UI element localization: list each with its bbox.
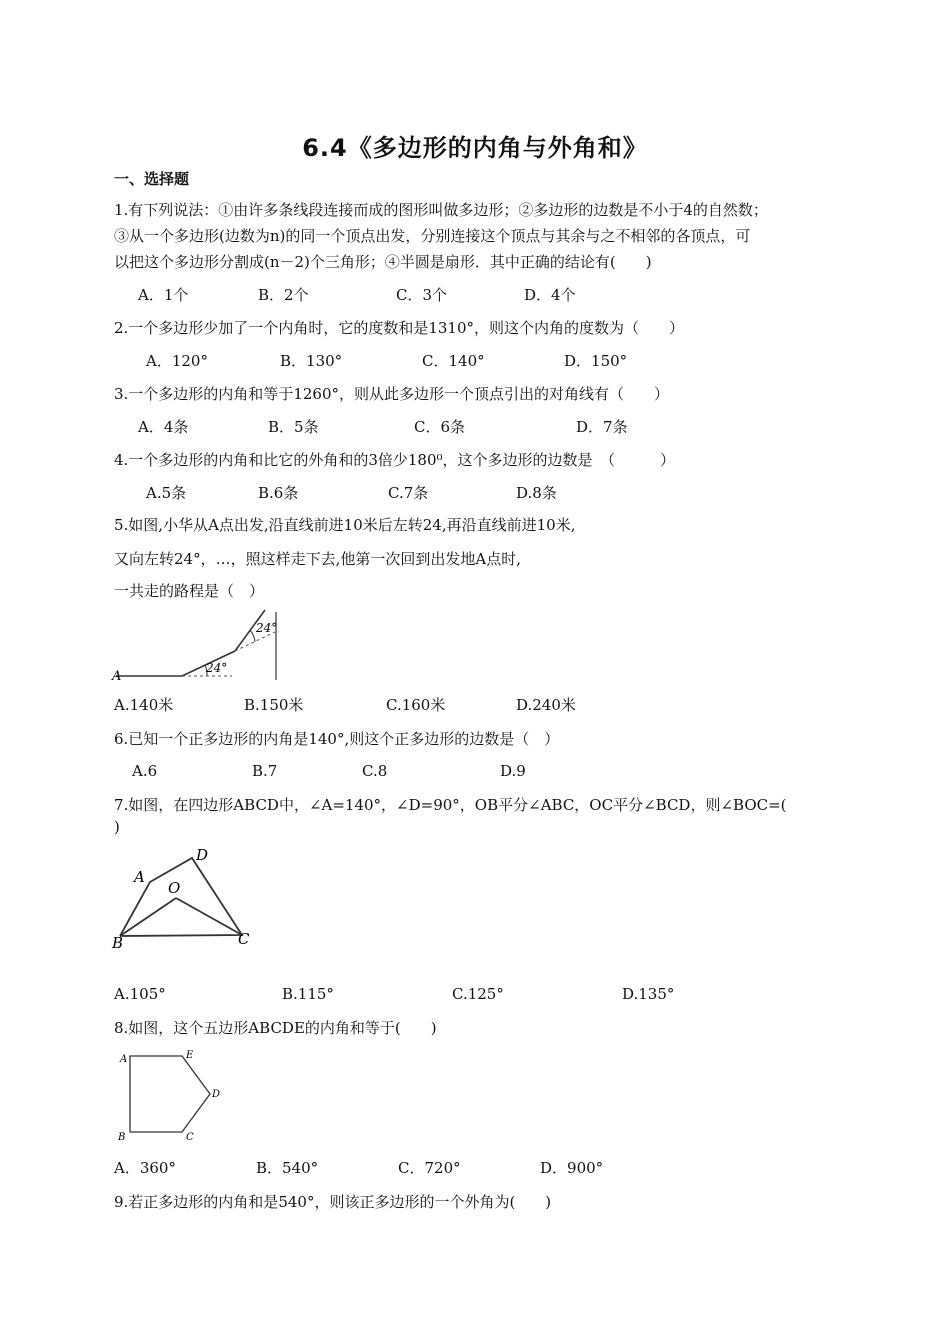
q7-line-1: 7.如图，在四边形ABCD中，∠A=140°，∠D=90°，OB平分∠ABC，OC平分∠BCD，则∠BOC=( xyxy=(114,796,787,814)
q1-option-b: B．2个 xyxy=(258,286,309,304)
q5-line-2: 又向左转24°，…，照这样走下去,他第一次回到出发地A点时, xyxy=(114,550,521,568)
q4-option-d: D.8条 xyxy=(516,484,557,502)
q8-text: 8.如图，这个五边形ABCDE的内角和等于( ) xyxy=(114,1019,437,1037)
q6-option-d: D.9 xyxy=(500,762,526,780)
q7-label-b: B xyxy=(112,934,124,952)
q1-line-1: 1.有下列说法：①由许多条线段连接而成的图形叫做多边形；②多边形的边数是不小于4的自然数； xyxy=(114,201,768,219)
q8-label-a: A xyxy=(120,1054,128,1065)
q7-quadrilateral-figure xyxy=(108,840,258,952)
q5-line-1: 5.如图,小华从A点出发,沿直线前进10米后左转24,再沿直线前进10米, xyxy=(114,516,576,534)
q5-option-b: B.150米 xyxy=(244,696,304,714)
q5-angle-label-2: 24° xyxy=(256,621,278,635)
q3-option-a: A．4条 xyxy=(138,418,189,436)
q5-option-c: C.160米 xyxy=(386,696,446,714)
q8-label-c: C xyxy=(186,1132,194,1143)
q7-option-c: C.125° xyxy=(452,985,504,1003)
q5-option-d: D.240米 xyxy=(516,696,576,714)
q2-option-b: B．130° xyxy=(280,352,343,370)
section-heading: 一、选择题 xyxy=(114,170,190,188)
q2-option-c: C．140° xyxy=(422,352,485,370)
q5-angle-label-1: 24° xyxy=(206,661,228,675)
q1-option-c: C．3个 xyxy=(396,286,448,304)
q8-pentagon-abcde xyxy=(130,1056,210,1132)
q4-text: 4.一个多边形的内角和比它的外角和的3倍少180⁰，这个多边形的边数是 （ ） xyxy=(114,451,676,469)
q8-label-b: B xyxy=(118,1132,126,1143)
q5-point-a-label: A xyxy=(112,669,122,682)
q7-option-b: B.115° xyxy=(282,985,334,1003)
q3-option-b: B．5条 xyxy=(268,418,319,436)
q8-option-d: D．900° xyxy=(540,1159,604,1177)
q1-option-a: A．1个 xyxy=(138,286,189,304)
q7-label-a: A xyxy=(134,868,145,886)
q7-option-d: D.135° xyxy=(622,985,675,1003)
q9-text: 9.若正多边形的内角和是540°，则该正多边形的一个外角为( ) xyxy=(114,1193,552,1211)
q5-angle-arc-2 xyxy=(250,630,255,642)
q8-option-b: B．540° xyxy=(256,1159,319,1177)
q1-line-2: ③从一个多边形(边数为n)的同一个顶点出发，分别连接这个顶点与其余与之不相邻的各顶点，可 xyxy=(114,227,751,245)
q4-option-c: C.7条 xyxy=(388,484,429,502)
page-title: 6.4《多边形的内角与外角和》 xyxy=(302,134,648,162)
q6-option-a: A.6 xyxy=(132,762,158,780)
q2-text: 2.一个多边形少加了一个内角时，它的度数和是1310°，则这个内角的度数为（ ） xyxy=(114,319,684,337)
q5-line-3: 一共走的路程是（ ） xyxy=(114,582,265,600)
q3-option-c: C．6条 xyxy=(414,418,466,436)
q7-label-d: D xyxy=(196,846,209,864)
q7-option-a: A.105° xyxy=(114,985,166,1003)
q5-option-a: A.140米 xyxy=(114,696,174,714)
q8-pentagon-figure xyxy=(112,1046,232,1146)
q1-line-3: 以把这个多边形分割成(n－2)个三角形；④半圆是扇形．其中正确的结论有( ) xyxy=(114,253,652,271)
q3-option-d: D．7条 xyxy=(576,418,628,436)
q8-label-e: E xyxy=(186,1050,194,1061)
q6-option-b: B.7 xyxy=(252,762,278,780)
q7-segment-oc xyxy=(176,898,242,935)
q6-text: 6.已知一个正多边形的内角是140°,则这个正多边形的边数是（ ） xyxy=(114,730,560,748)
q5-path-figure xyxy=(110,604,290,682)
q4-option-b: B.6条 xyxy=(258,484,299,502)
q8-option-c: C．720° xyxy=(398,1159,461,1177)
q3-text: 3.一个多边形的内角和等于1260°，则从此多边形一个顶点引出的对角线有（ ） xyxy=(114,385,669,403)
q4-option-a: A.5条 xyxy=(146,484,187,502)
q7-segment-ob xyxy=(120,898,176,936)
q7-label-c: C xyxy=(238,930,250,948)
q6-option-c: C.8 xyxy=(362,762,388,780)
q7-label-o: O xyxy=(168,879,181,897)
q8-option-a: A．360° xyxy=(114,1159,176,1177)
q1-option-d: D．4个 xyxy=(524,286,576,304)
q2-option-a: A．120° xyxy=(146,352,208,370)
q7-line-2: ) xyxy=(114,818,120,836)
q8-label-d: D xyxy=(212,1089,221,1100)
q2-option-d: D．150° xyxy=(564,352,628,370)
